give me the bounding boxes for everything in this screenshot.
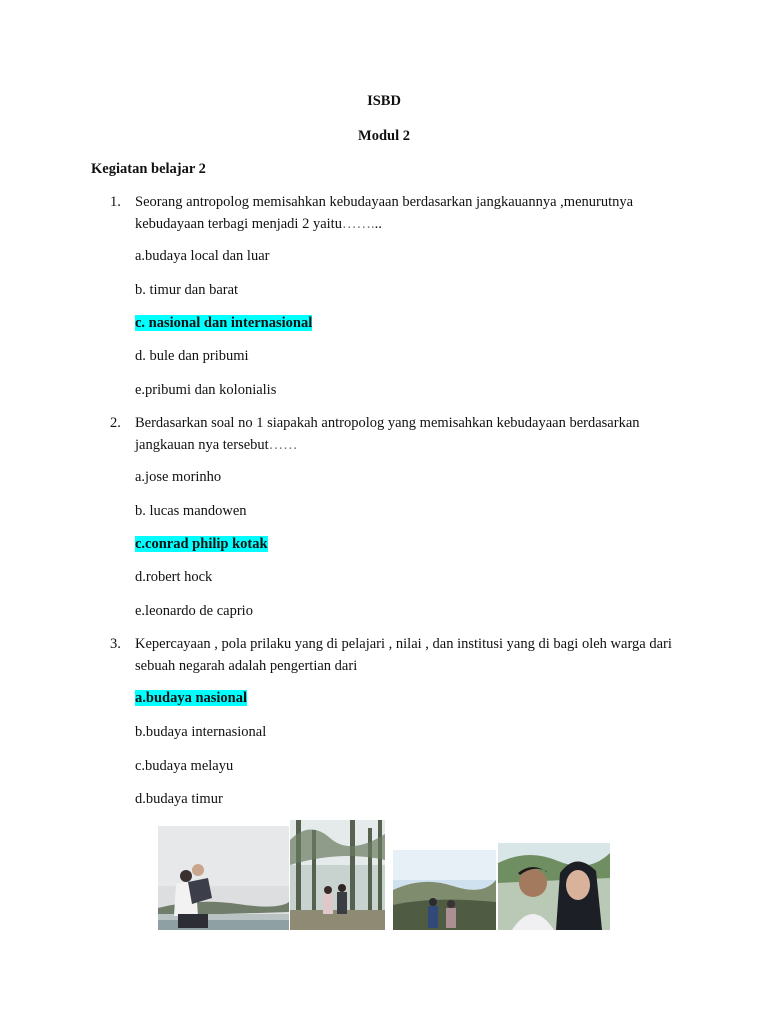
option-2a: a.jose morinho xyxy=(135,469,222,485)
doc-subtitle: Modul 2 xyxy=(358,128,410,144)
section-heading: Kegiatan belajar 2 xyxy=(91,161,206,177)
option-3c: c.budaya melayu xyxy=(135,758,234,774)
question-1 xyxy=(110,191,690,235)
doc-title: ISBD xyxy=(367,93,401,109)
option-3b: b.budaya internasional xyxy=(135,724,267,740)
option-2b: b. lucas mandowen xyxy=(135,503,247,519)
option-1d: d. bule dan pribumi xyxy=(135,348,249,364)
option-1c-answer: c. nasional dan internasional xyxy=(135,315,313,331)
option-2c-answer: c.conrad philip kotak xyxy=(135,536,268,552)
question-text: Seorang antropolog memisahkan kebudayaan berdasarkan jangkauannya ,menurutnya kebudayaan terbagi menjadi 2 yaitu……... xyxy=(135,194,634,232)
question-number: 1. xyxy=(110,194,121,210)
option-2d: d.robert hock xyxy=(135,569,213,585)
question-2 xyxy=(110,412,690,456)
question-text: Kepercayaan , pola prilaku yang di pelajari , nilai , dan institusi yang di bagi oleh warga dari sebuah negarah adalah pengertian dari xyxy=(135,636,672,674)
question-3 xyxy=(110,633,690,677)
question-number: 2. xyxy=(110,415,121,431)
question-number: 3. xyxy=(110,636,121,652)
photo-beach-couple xyxy=(158,826,289,930)
option-3d: d.budaya timur xyxy=(135,791,223,807)
option-3a-answer: a.budaya nasional xyxy=(135,690,248,706)
question-text: Berdasarkan soal no 1 siapakah antropolog yang memisahkan kebudayaan berdasarkan jangkauan nya tersebut…… xyxy=(135,415,640,453)
option-1a: a.budaya local dan luar xyxy=(135,248,270,264)
option-2e: e.leonardo de caprio xyxy=(135,603,253,619)
photo-selfie xyxy=(498,843,610,930)
photo-forest-couple xyxy=(290,820,385,930)
option-1b: b. timur dan barat xyxy=(135,282,239,298)
option-1e: e.pribumi dan kolonialis xyxy=(135,382,277,398)
photo-hill-view xyxy=(393,850,496,930)
